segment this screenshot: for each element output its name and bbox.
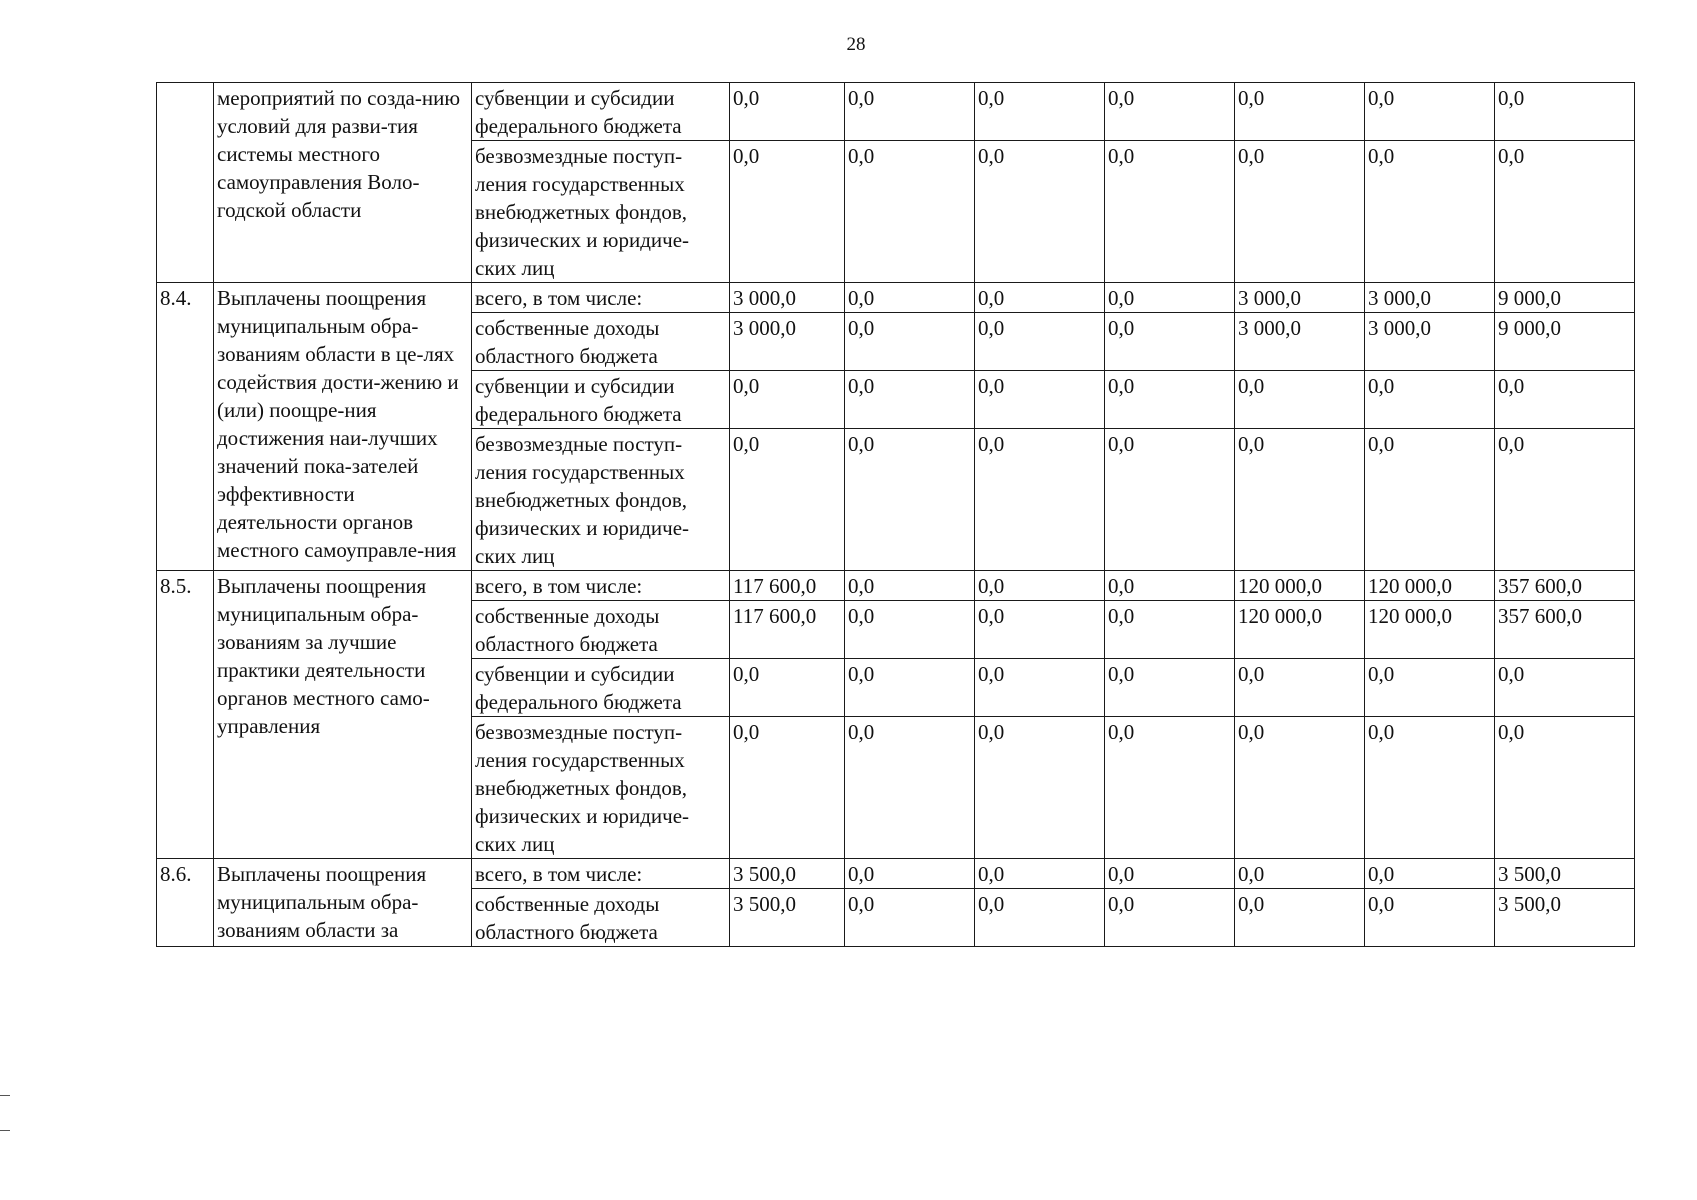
amount-cell: 0,0 (1495, 659, 1635, 717)
funding-source: собственные доходы областного бюджета (472, 601, 730, 659)
amount-cell: 9 000,0 (1495, 313, 1635, 371)
amount-cell: 0,0 (975, 889, 1105, 947)
item-number: 8.4. (157, 283, 214, 571)
amount-cell: 0,0 (845, 571, 975, 601)
amount-cell: 0,0 (845, 371, 975, 429)
amount-cell: 0,0 (1235, 717, 1365, 859)
amount-cell: 0,0 (1235, 371, 1365, 429)
amount-cell: 0,0 (845, 313, 975, 371)
amount-cell: 3 000,0 (1365, 313, 1495, 371)
table-row (157, 571, 1635, 601)
amount-cell: 0,0 (730, 141, 845, 283)
item-number: 8.6. (157, 859, 214, 947)
amount-cell: 117 600,0 (730, 601, 845, 659)
amount-cell: 0,0 (975, 859, 1105, 889)
amount-cell: 0,0 (1235, 659, 1365, 717)
amount-cell: 0,0 (845, 717, 975, 859)
amount-cell: 0,0 (1365, 371, 1495, 429)
funding-source: безвозмездные поступ-ления государственных внебюджетных фондов, физических и юридиче-ских лиц (472, 717, 730, 859)
amount-cell: 0,0 (1235, 859, 1365, 889)
amount-cell: 0,0 (1105, 659, 1235, 717)
item-description: мероприятий по созда-нию условий для разви-тия системы местного самоуправления Воло-годской области (214, 83, 472, 283)
amount-cell: 120 000,0 (1365, 601, 1495, 659)
amount-cell: 9 000,0 (1495, 283, 1635, 313)
amount-cell: 0,0 (730, 83, 845, 141)
amount-cell: 0,0 (975, 371, 1105, 429)
amount-cell: 3 500,0 (1495, 889, 1635, 947)
amount-cell: 0,0 (1235, 141, 1365, 283)
amount-cell: 3 500,0 (1495, 859, 1635, 889)
amount-cell: 0,0 (1365, 859, 1495, 889)
amount-cell: 0,0 (845, 83, 975, 141)
amount-cell: 0,0 (1105, 859, 1235, 889)
amount-cell: 0,0 (1105, 601, 1235, 659)
funding-source: всего, в том числе: (472, 859, 730, 889)
amount-cell: 3 000,0 (1235, 313, 1365, 371)
amount-cell: 120 000,0 (1365, 571, 1495, 601)
amount-cell: 0,0 (1495, 429, 1635, 571)
amount-cell: 0,0 (730, 659, 845, 717)
amount-cell: 0,0 (1495, 371, 1635, 429)
amount-cell: 0,0 (975, 571, 1105, 601)
amount-cell: 0,0 (1495, 717, 1635, 859)
amount-cell: 0,0 (1365, 717, 1495, 859)
amount-cell: 3 500,0 (730, 889, 845, 947)
item-number (157, 83, 214, 283)
amount-cell: 0,0 (975, 717, 1105, 859)
funding-source: собственные доходы областного бюджета (472, 313, 730, 371)
item-number: 8.5. (157, 571, 214, 859)
amount-cell: 0,0 (1365, 429, 1495, 571)
amount-cell: 0,0 (1105, 83, 1235, 141)
amount-cell: 3 000,0 (730, 313, 845, 371)
funding-source: субвенции и субсидии федерального бюджета (472, 83, 730, 141)
amount-cell: 0,0 (845, 601, 975, 659)
amount-cell: 0,0 (1495, 141, 1635, 283)
amount-cell: 0,0 (1495, 83, 1635, 141)
budget-table (156, 82, 1635, 947)
amount-cell: 357 600,0 (1495, 571, 1635, 601)
margin-mark (0, 1130, 10, 1131)
amount-cell: 0,0 (1235, 429, 1365, 571)
amount-cell: 0,0 (1105, 889, 1235, 947)
funding-source: субвенции и субсидии федерального бюджета (472, 659, 730, 717)
amount-cell: 120 000,0 (1235, 571, 1365, 601)
amount-cell: 0,0 (845, 659, 975, 717)
margin-mark (0, 1095, 10, 1096)
amount-cell: 120 000,0 (1235, 601, 1365, 659)
table-row (157, 83, 1635, 141)
amount-cell: 117 600,0 (730, 571, 845, 601)
amount-cell: 0,0 (1105, 371, 1235, 429)
amount-cell: 0,0 (1235, 889, 1365, 947)
amount-cell: 0,0 (1105, 571, 1235, 601)
amount-cell: 0,0 (1365, 141, 1495, 283)
amount-cell: 0,0 (730, 717, 845, 859)
amount-cell: 0,0 (730, 429, 845, 571)
amount-cell: 0,0 (975, 83, 1105, 141)
amount-cell: 3 500,0 (730, 859, 845, 889)
amount-cell: 0,0 (975, 141, 1105, 283)
amount-cell: 0,0 (975, 313, 1105, 371)
amount-cell: 0,0 (845, 889, 975, 947)
item-description: Выплачены поощрения муниципальным обра-зованиям за лучшие практики деятельности органов местного само-управления (214, 571, 472, 859)
amount-cell: 0,0 (975, 659, 1105, 717)
amount-cell: 0,0 (975, 601, 1105, 659)
table-row (157, 859, 1635, 889)
amount-cell: 0,0 (845, 429, 975, 571)
amount-cell: 0,0 (845, 283, 975, 313)
amount-cell: 0,0 (975, 429, 1105, 571)
amount-cell: 0,0 (1365, 659, 1495, 717)
amount-cell: 0,0 (845, 859, 975, 889)
amount-cell: 0,0 (975, 283, 1105, 313)
amount-cell: 0,0 (1365, 83, 1495, 141)
amount-cell: 3 000,0 (1365, 283, 1495, 313)
funding-source: безвозмездные поступ-ления государственных внебюджетных фондов, физических и юридиче-ских лиц (472, 141, 730, 283)
amount-cell: 3 000,0 (730, 283, 845, 313)
amount-cell: 0,0 (1105, 429, 1235, 571)
item-description: Выплачены поощрения муниципальным обра-зованиям области за (214, 859, 472, 947)
amount-cell: 0,0 (845, 141, 975, 283)
table-row (157, 283, 1635, 313)
amount-cell: 3 000,0 (1235, 283, 1365, 313)
funding-source: субвенции и субсидии федерального бюджета (472, 371, 730, 429)
funding-source: всего, в том числе: (472, 283, 730, 313)
amount-cell: 0,0 (1105, 313, 1235, 371)
item-description: Выплачены поощрения муниципальным обра-зованиям области в це-лях содействия дости-жению и (или) поощре-ния достижения наи-лучших значений пока-зателей эффективности деятельности органов местного самоуправле-ния (214, 283, 472, 571)
amount-cell: 0,0 (730, 371, 845, 429)
amount-cell: 0,0 (1105, 717, 1235, 859)
amount-cell: 0,0 (1235, 83, 1365, 141)
funding-source: всего, в том числе: (472, 571, 730, 601)
amount-cell: 0,0 (1105, 283, 1235, 313)
amount-cell: 0,0 (1105, 141, 1235, 283)
funding-source: собственные доходы областного бюджета (472, 889, 730, 947)
page-number: 28 (846, 34, 866, 55)
amount-cell: 357 600,0 (1495, 601, 1635, 659)
amount-cell: 0,0 (1365, 889, 1495, 947)
funding-source: безвозмездные поступ-ления государственных внебюджетных фондов, физических и юридиче-ских лиц (472, 429, 730, 571)
